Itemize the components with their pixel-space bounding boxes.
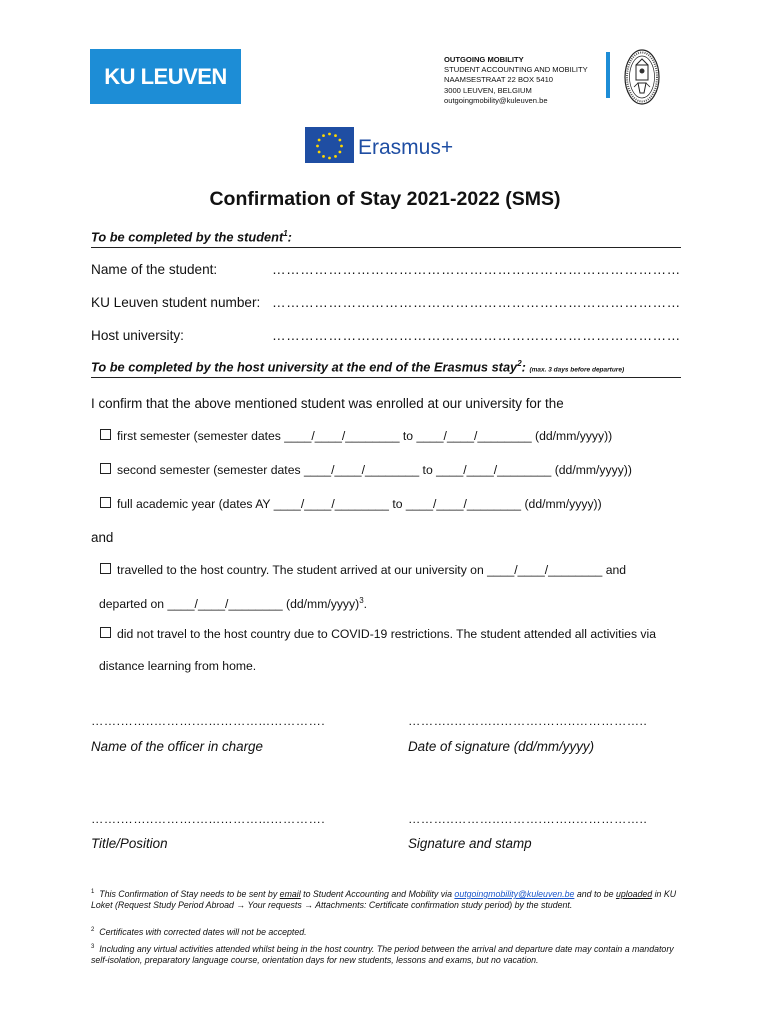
option-text: full academic year (dates AY ____/____/________ to ____/____/________ (dd/mm/yyyy)) bbox=[117, 497, 602, 511]
checkbox[interactable] bbox=[100, 627, 111, 638]
footnote-text: This Confirmation of Stay needs to be sent by bbox=[99, 888, 280, 899]
option-full-year[interactable] bbox=[100, 497, 602, 511]
footnote-2 bbox=[91, 925, 681, 938]
address-line: 3000 LEUVEN, BELGIUM bbox=[444, 85, 532, 95]
email-link[interactable]: outgoingmobility@kuleuven.be bbox=[454, 888, 575, 899]
footnote-text: email bbox=[279, 888, 301, 899]
host-section-heading: To be completed by the host university at the end of the Erasmus stay$^2$: (max. 3 days before departure) bbox=[91, 359, 681, 378]
footnote-3 bbox=[91, 942, 681, 966]
checkbox[interactable] bbox=[100, 429, 111, 440]
footnote-text: to Student Accounting and Mobility via bbox=[300, 888, 455, 899]
officer-name-label: Name of the officer in charge bbox=[91, 739, 263, 754]
footnote-text: Certificates with corrected dates will not be accepted. bbox=[99, 926, 307, 937]
address-email: outgoingmobility@kuleuven.be bbox=[444, 95, 548, 105]
checkbox[interactable] bbox=[100, 563, 111, 574]
student-section-heading: To be completed by the student$^1$: bbox=[91, 229, 681, 248]
footnote-number: 2 bbox=[91, 927, 95, 933]
footnote-ref: 1 bbox=[283, 229, 288, 238]
university-seal-icon bbox=[622, 47, 662, 107]
confirm-statement: I confirm that the above mentioned student was enrolled at our university for the bbox=[91, 396, 564, 411]
officer-name-field[interactable]: …….……..……….…...………...…………. bbox=[91, 714, 326, 728]
signature-date-field[interactable]: ………..………..……….……..…………….. bbox=[408, 714, 648, 728]
erasmus-logo-text: Erasmus+ bbox=[358, 136, 454, 159]
host-university-label: Host university: bbox=[91, 328, 184, 343]
page-title: Confirmation of Stay 2021-2022 (SMS) bbox=[209, 188, 561, 210]
option-covid[interactable] bbox=[100, 627, 656, 641]
footnote-text: and to be bbox=[574, 888, 616, 899]
office-address bbox=[444, 55, 588, 106]
student-heading-text: To be completed by the student bbox=[91, 229, 284, 245]
student-number-field[interactable]: …………………………………………………………………………… bbox=[272, 295, 681, 310]
heading-note: (max. 3 days before departure) bbox=[529, 366, 625, 374]
logo-text: KU LEUVEN bbox=[104, 63, 227, 89]
option-travelled[interactable] bbox=[100, 563, 626, 577]
option-text: did not travel to the host country due to COVID-19 restrictions. The student attended all activities via bbox=[117, 627, 657, 641]
office-name: OUTGOING MOBILITY bbox=[444, 55, 524, 64]
option-second-semester[interactable] bbox=[100, 463, 632, 477]
title-position-label: Title/Position bbox=[91, 836, 168, 851]
student-name-field[interactable]: …………………………………………………………………………… bbox=[272, 262, 681, 277]
host-heading-text: To be completed by the host university at the end of the Erasmus stay bbox=[91, 359, 518, 375]
header-divider bbox=[606, 52, 610, 98]
footnote-text: uploaded bbox=[615, 888, 653, 899]
ku-leuven-logo bbox=[90, 49, 241, 104]
student-number-label: KU Leuven student number: bbox=[91, 295, 261, 310]
option-first-semester[interactable] bbox=[100, 429, 612, 443]
address-line: STUDENT ACCOUNTING AND MOBILITY bbox=[444, 65, 588, 75]
footnote-1 bbox=[91, 887, 681, 911]
signature-date-label: Date of signature (dd/mm/yyyy) bbox=[408, 739, 595, 754]
departure-text: departed on ____/____/________ (dd/mm/yyyy) bbox=[99, 597, 360, 612]
footnote-text: in KU Loket (Request Study Period Abroad → Your requests → Attachments: Certificate confirmation study period) by the student. bbox=[91, 888, 677, 910]
checkbox[interactable] bbox=[100, 463, 111, 474]
erasmus-plus-logo bbox=[305, 127, 470, 163]
signature-stamp-field[interactable]: ………..………..……….……..…………….. bbox=[408, 812, 648, 826]
title-position-field[interactable]: …….……..……….…...………...…………. bbox=[91, 812, 326, 826]
option-text: second semester (semester dates ____/____/________ to ____/____/________ (dd/mm/yyyy)) bbox=[117, 463, 632, 477]
and-text: and bbox=[91, 530, 114, 545]
signature-stamp-label: Signature and stamp bbox=[408, 836, 532, 851]
checkbox[interactable] bbox=[100, 497, 111, 508]
covid-line-2: distance learning from home. bbox=[99, 659, 257, 673]
student-name-label: Name of the student: bbox=[91, 262, 218, 277]
footnote-text: Including any virtual activities attended whilst being in the host country. The period between the arrival and departure date may contain a mandatory self-isolation, preparatory language course, orientation days for new students, lessons and exams, but no vacation. bbox=[91, 943, 674, 965]
footnote-number: 1 bbox=[91, 889, 95, 895]
option-text: first semester (semester dates ____/____/________ to ____/____/________ (dd/mm/yyyy)) bbox=[117, 429, 613, 443]
footnote-ref: 3 bbox=[359, 596, 364, 605]
travel-departure-line: departed on ____/____/________ (dd/mm/yyyy)$^3$. bbox=[99, 596, 368, 612]
address-line: NAAMSESTRAAT 22 BOX 5410 bbox=[444, 75, 554, 85]
option-text: travelled to the host country. The student arrived at our university on ____/____/________ and bbox=[117, 563, 627, 577]
footnote-ref: 2 bbox=[517, 359, 522, 368]
host-university-field[interactable]: …………………………………………………………………………… bbox=[272, 328, 681, 343]
footnote-number: 3 bbox=[91, 944, 95, 950]
